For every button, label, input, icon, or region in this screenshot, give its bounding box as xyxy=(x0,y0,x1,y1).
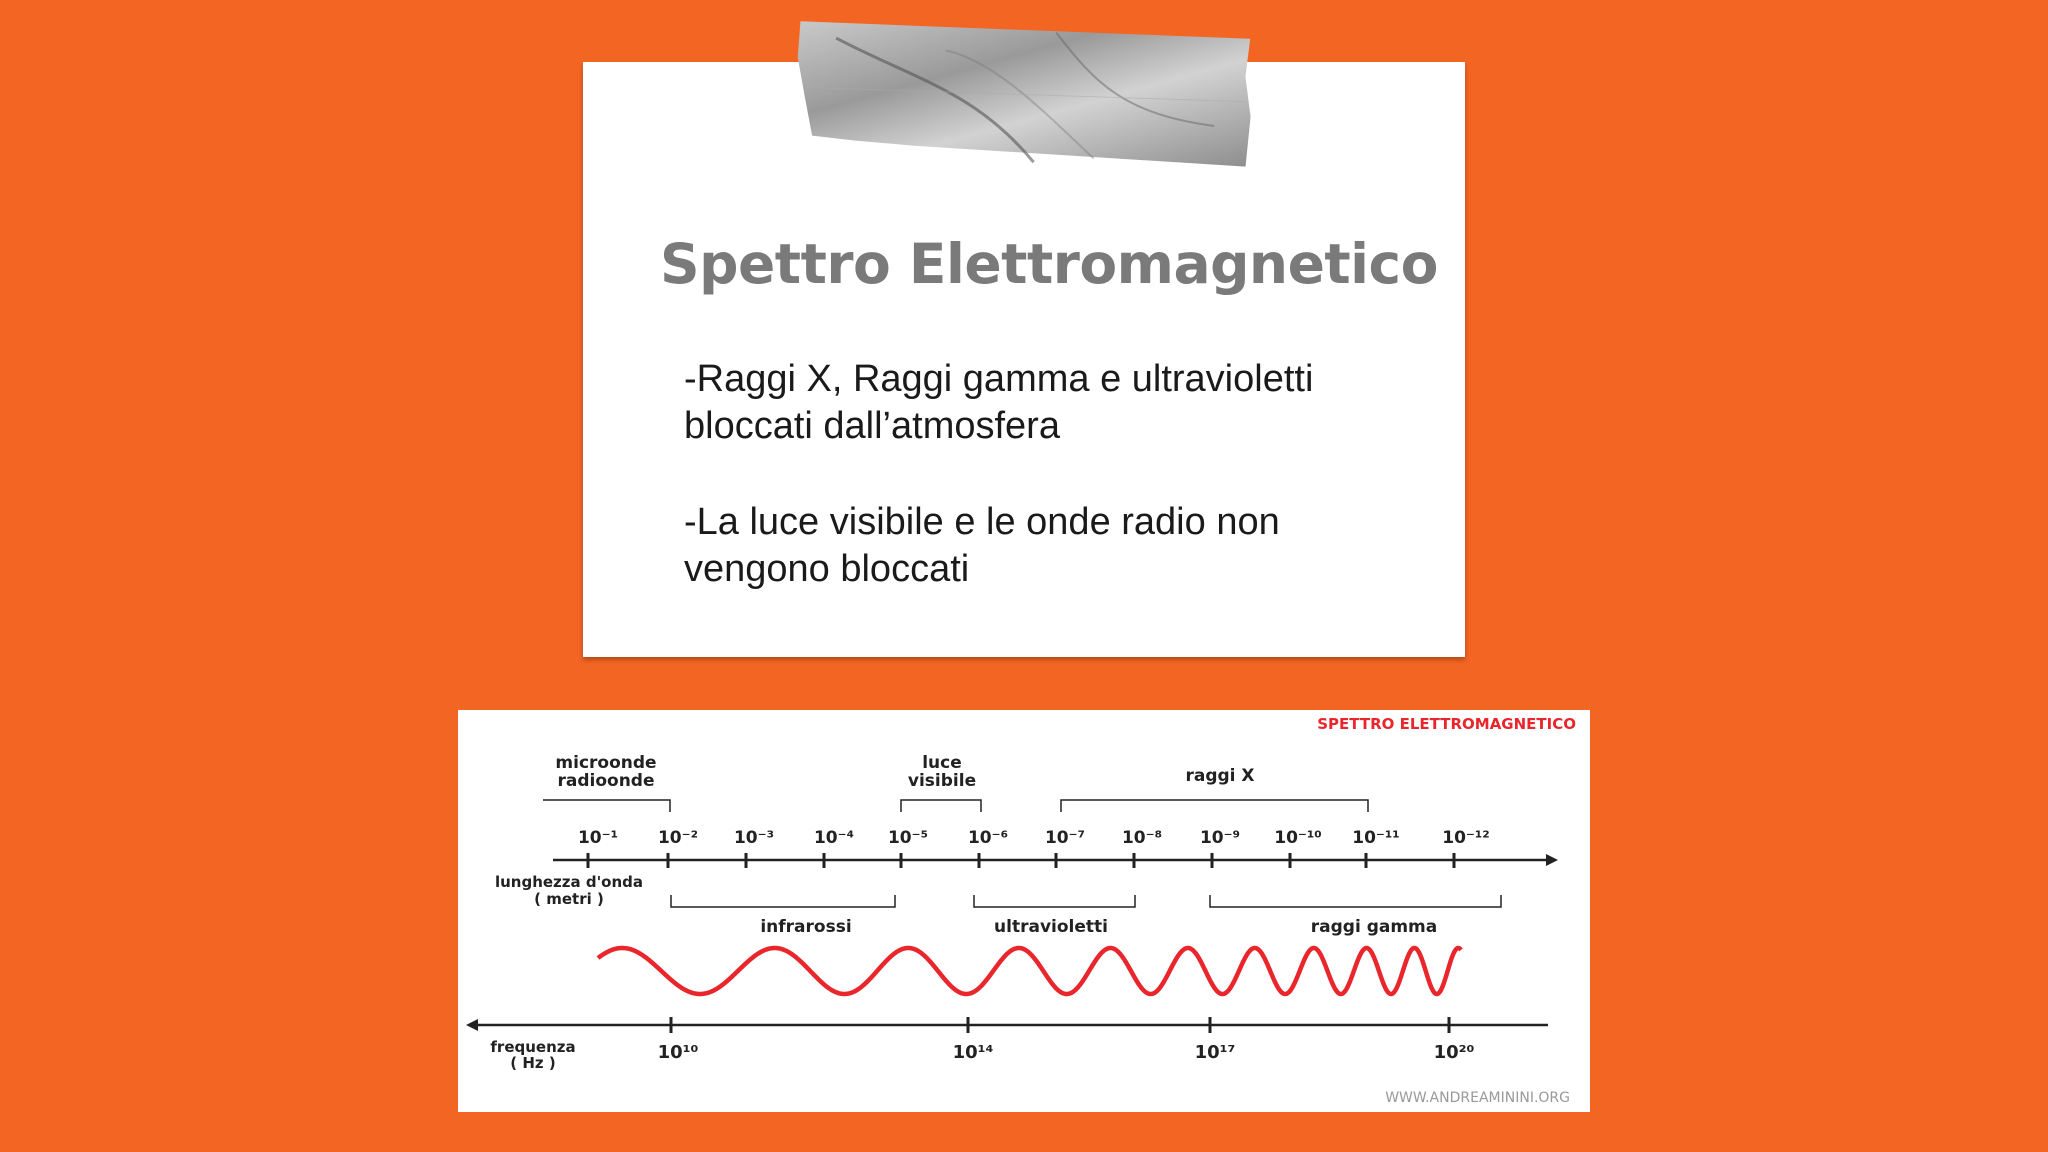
wavelength-tick-label: 10⁻¹² xyxy=(1442,828,1490,848)
figure-footer: WWW.ANDREAMININI.ORG xyxy=(1385,1090,1570,1106)
bracket-microonde xyxy=(543,800,670,812)
frequency-tick-label: 10¹⁷ xyxy=(1194,1042,1236,1063)
bullet-text xyxy=(684,499,1424,593)
spectrum-figure xyxy=(458,710,1590,1112)
wavelength-tick-label: 10⁻⁵ xyxy=(887,828,929,848)
bullet-line: vengono bloccati xyxy=(684,548,970,590)
frequency-tick-label: 10²⁰ xyxy=(1433,1042,1475,1063)
frequency-tick-label: 10¹⁰ xyxy=(657,1042,699,1063)
wavelength-tick-label: 10⁻¹¹ xyxy=(1352,828,1400,848)
frequency-tick-label: 10¹⁴ xyxy=(952,1042,994,1063)
bullet-text xyxy=(684,356,1424,450)
tape-decoration xyxy=(794,17,1255,172)
band-label-raggi-x: raggi X xyxy=(1185,766,1255,786)
band-label-infrarossi: infrarossi xyxy=(760,917,852,937)
frequency-axis-unit: ( Hz ) xyxy=(510,1054,556,1072)
band-label-luce: luce xyxy=(922,753,962,773)
band-label-raggi-gamma: raggi gamma xyxy=(1310,917,1438,937)
band-label-microonde: microonde xyxy=(555,753,657,773)
slide-title: Spettro Elettromagnetico xyxy=(660,232,1438,296)
frequency-axis-arrow xyxy=(466,1019,478,1031)
wavelength-tick-label: 10⁻⁹ xyxy=(1199,828,1241,848)
wavelength-axis-arrow xyxy=(1546,854,1558,866)
bracket-luce xyxy=(901,800,981,812)
frequency-axis-label: frequenza xyxy=(490,1038,576,1056)
spectrum-diagram xyxy=(458,710,1590,1112)
band-label-ultravioletti: ultravioletti xyxy=(994,917,1108,937)
wavelength-tick-label: 10⁻⁶ xyxy=(967,828,1009,848)
wavelength-tick-label: 10⁻¹⁰ xyxy=(1274,828,1322,848)
wavelength-axis-unit: ( metri ) xyxy=(534,890,604,908)
bracket-raggi-gamma xyxy=(1210,895,1501,907)
wavelength-axis-label: lunghezza d'onda xyxy=(494,873,644,891)
bullet-line: -La luce visibile e le onde radio non xyxy=(684,501,1280,543)
wavelength-tick-label: 10⁻¹ xyxy=(577,828,619,848)
wavelength-tick-label: 10⁻² xyxy=(657,828,699,848)
bracket-raggi-x xyxy=(1061,800,1368,812)
wavelength-tick-label: 10⁻⁸ xyxy=(1121,828,1163,848)
bullet-line: bloccati dall’atmosfera xyxy=(684,405,1060,447)
band-label-radioonde: radioonde xyxy=(557,771,655,791)
band-label-visibile: visibile xyxy=(907,771,977,791)
em-wave xyxy=(598,948,1461,994)
bullet-line: -Raggi X, Raggi gamma e ultravioletti xyxy=(684,358,1314,400)
figure-header: SPETTRO ELETTROMAGNETICO xyxy=(1317,715,1576,733)
bracket-infrarossi xyxy=(671,895,895,907)
bracket-ultravioletti xyxy=(974,895,1135,907)
wavelength-tick-label: 10⁻⁴ xyxy=(813,828,855,848)
wavelength-tick-label: 10⁻³ xyxy=(733,828,775,848)
wavelength-tick-label: 10⁻⁷ xyxy=(1044,828,1086,848)
